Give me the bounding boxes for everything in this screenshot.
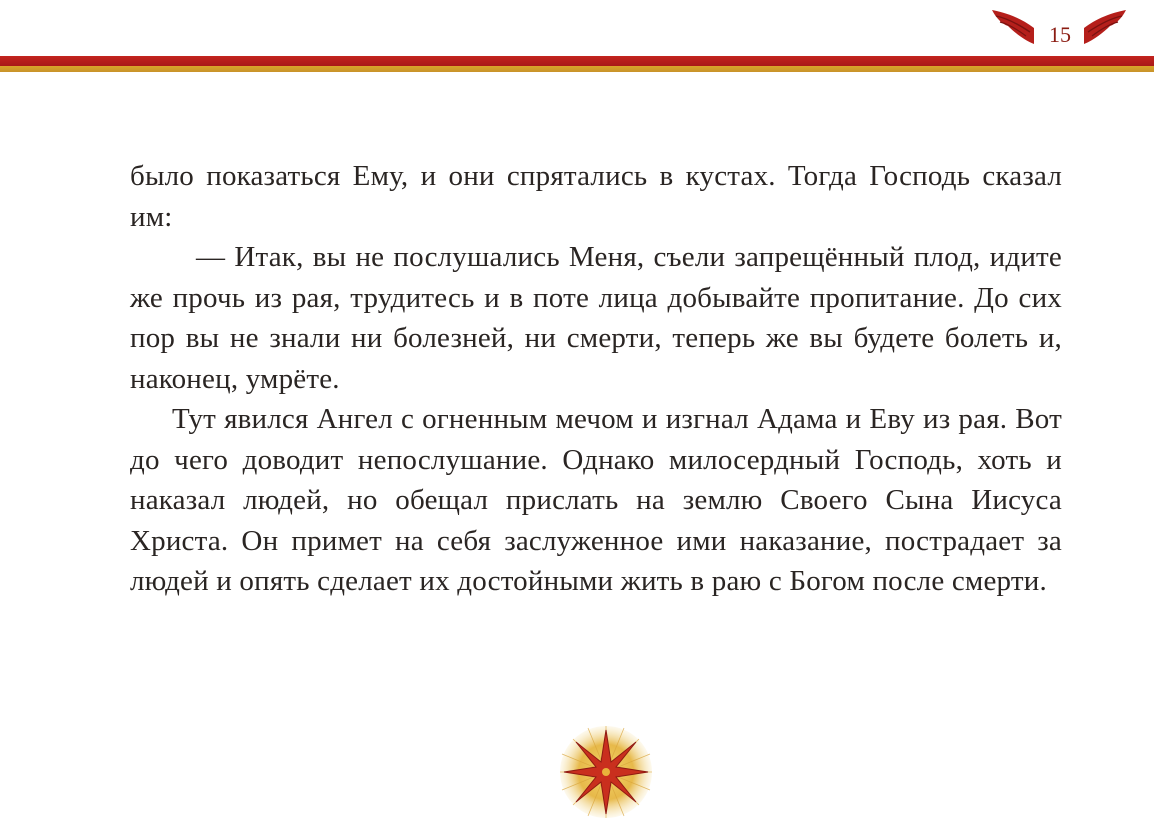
- wing-left-icon: [990, 6, 1038, 50]
- header-band-red: [0, 56, 1154, 66]
- paragraph-1: было показаться Ему, и они спрятались в кустах. Тогда Господь сказал им:: [130, 160, 1062, 233]
- paragraph-2: — Итак, вы не послушались Меня, съели запрещённый плод, идите же прочь из рая, трудитесь и в поте лица добывайте пропитание. До сих пор вы не знали ни болезней, ни смерти, теперь же вы будете болеть и, наконец, умрёте.: [130, 241, 1062, 395]
- star-ornament-icon: [558, 724, 654, 820]
- header-band: [0, 56, 1154, 74]
- text-body: [130, 156, 1062, 602]
- paragraph-3: Тут явился Ангел с огненным мечом и изгнал Адама и Еву из рая. Вот до чего доводит непослушание. Однако милосердный Господь, хоть и наказал людей, но обещал прислать на землю Своего Сына Иисуса Христа. Он примет на себя заслуженное ими наказание, пострадает за людей и опять сделает их достойными жить в раю с Богом после смерти.: [130, 403, 1062, 597]
- wing-right-icon: [1080, 6, 1128, 50]
- page-number: 15: [1049, 22, 1071, 47]
- header-band-gold: [0, 66, 1154, 72]
